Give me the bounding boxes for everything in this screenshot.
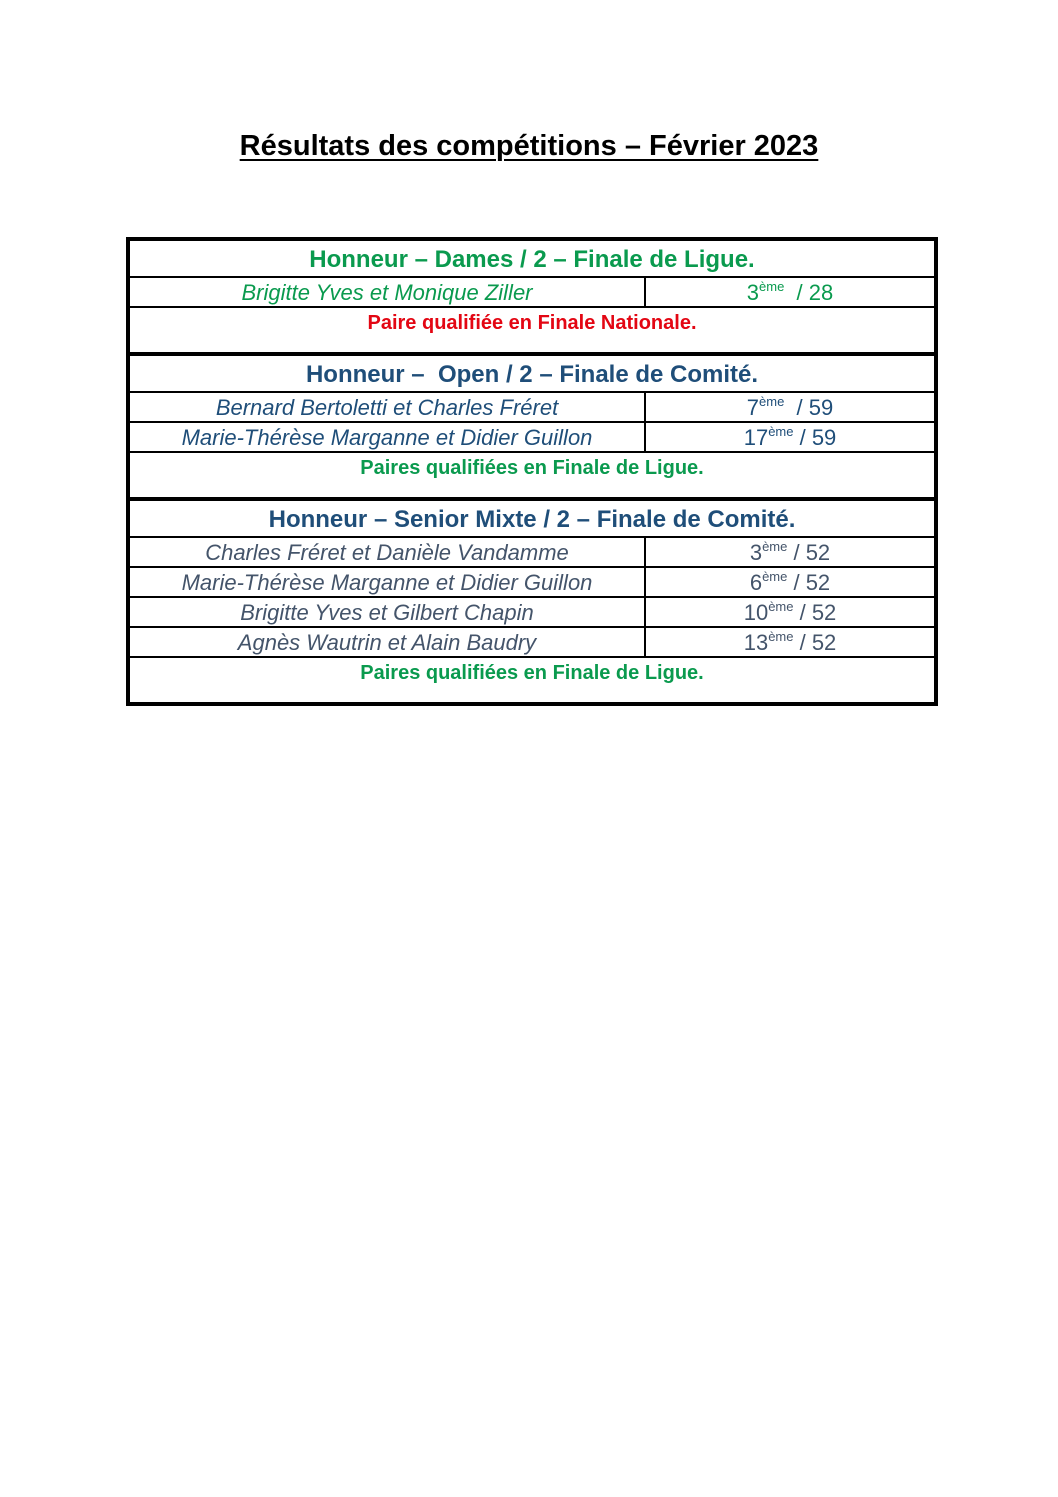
- placement: [646, 278, 934, 306]
- pair-names: Marie-Thérèse Marganne et Didier Guillon: [130, 423, 646, 451]
- table-row: [130, 393, 934, 423]
- pair-names: Brigitte Yves et Gilbert Chapin: [130, 598, 646, 626]
- table-row: [130, 278, 934, 308]
- section-header: Honneur – Open / 2 – Finale de Comité.: [130, 356, 934, 393]
- table-row: [130, 628, 934, 658]
- qualification-note: Paires qualifiées en Finale de Ligue.: [360, 662, 704, 684]
- placement: [646, 423, 934, 451]
- rank: 6: [749, 570, 763, 595]
- page-title: Résultats des compétitions – Février 2023: [239, 130, 819, 162]
- rank-suffix: ème: [768, 424, 794, 439]
- results-table: [126, 237, 938, 706]
- field-size: / 52: [787, 540, 831, 565]
- pair-names: Agnès Wautrin et Alain Baudry: [130, 628, 646, 656]
- field-size: / 59: [793, 425, 837, 450]
- placement: [646, 568, 934, 596]
- section-open: [130, 356, 934, 501]
- table-row: [130, 568, 934, 598]
- pair-names: Marie-Thérèse Marganne et Didier Guillon: [130, 568, 646, 596]
- rank-suffix: ème: [768, 599, 794, 614]
- section-senior-mixte: [130, 501, 934, 702]
- field-size: / 28: [784, 280, 834, 305]
- qualification-note: Paire qualifiée en Finale Nationale.: [367, 312, 697, 334]
- section-header: Honneur – Senior Mixte / 2 – Finale de Comité.: [130, 501, 934, 538]
- rank: 10: [743, 600, 769, 625]
- placement: [646, 538, 934, 566]
- rank-suffix: ème: [762, 539, 788, 554]
- rank: 3: [749, 540, 763, 565]
- rank-suffix: ème: [762, 569, 788, 584]
- table-row: [130, 598, 934, 628]
- field-size: / 52: [787, 570, 831, 595]
- pair-names: Brigitte Yves et Monique Ziller: [130, 278, 646, 306]
- rank-suffix: ème: [759, 279, 785, 294]
- placement: [646, 393, 934, 421]
- rank-suffix: ème: [759, 394, 785, 409]
- placement: [646, 598, 934, 626]
- pair-names: Bernard Bertoletti et Charles Fréret: [130, 393, 646, 421]
- rank: 17: [743, 425, 769, 450]
- rank: 13: [743, 630, 769, 655]
- rank: 7: [746, 395, 760, 420]
- field-size: / 59: [784, 395, 834, 420]
- field-size: / 52: [793, 600, 837, 625]
- table-row: [130, 423, 934, 453]
- pair-names: Charles Fréret et Danièle Vandamme: [130, 538, 646, 566]
- section-dames: [130, 241, 934, 356]
- rank-suffix: ème: [768, 629, 794, 644]
- qualification-note: Paires qualifiées en Finale de Ligue.: [360, 457, 704, 479]
- table-row: [130, 538, 934, 568]
- rank: 3: [746, 280, 760, 305]
- field-size: / 52: [793, 630, 837, 655]
- placement: [646, 628, 934, 656]
- section-header: Honneur – Dames / 2 – Finale de Ligue.: [130, 241, 934, 278]
